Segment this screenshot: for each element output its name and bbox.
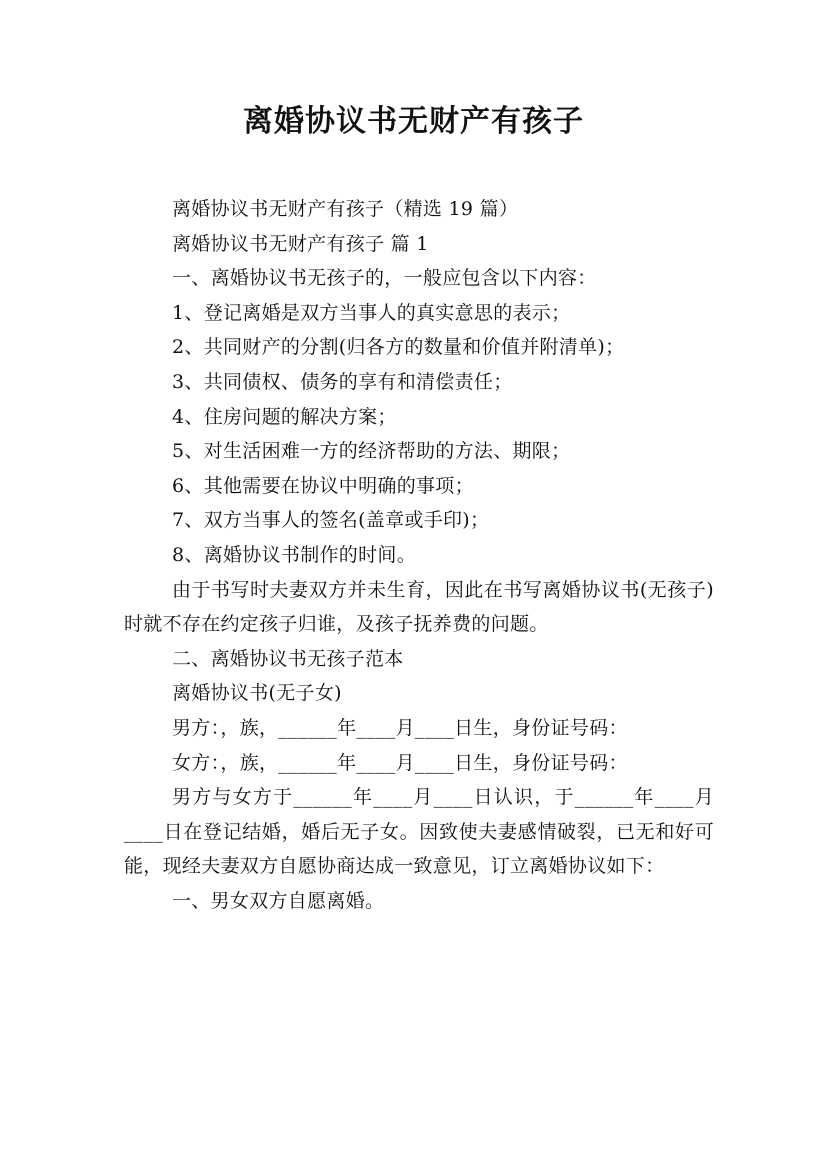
- section-heading: 离婚协议书无财产有孩子 篇 1: [172, 232, 429, 255]
- clause-line: 一、男女双方自愿离婚。: [172, 889, 385, 912]
- list-item: 3、共同债权、债务的享有和清偿责任；: [172, 370, 513, 393]
- list-item: 6、其他需要在协议中明确的事项；: [172, 474, 474, 497]
- list-item: 8、离婚协议书制作的时间。: [172, 543, 416, 566]
- paragraph: 男方与女方于______年____月____日认识，于______年____月____日在登记结婚，婚后无子女。因致使夫妻感情破裂，已无和好可能，现经夫妻双方自愿协商达成一致意见，订立离婚协议如下：: [124, 786, 714, 878]
- paragraph: 由于书写时夫妻双方并未生育，因此在书写离婚协议书(无孩子)时就不存在约定孩子归谁，及孩子抚养费的问题。: [124, 578, 714, 636]
- section-heading: 二、离婚协议书无孩子范本: [172, 647, 404, 670]
- subtitle-line: 离婚协议书无财产有孩子（精选 19 篇）: [172, 198, 519, 220]
- party-line-female: 女方：，族，______年____月____日生，身份证号码：: [172, 751, 628, 774]
- party-line-male: 男方：，族，______年____月____日生，身份证号码：: [172, 716, 628, 739]
- list-item: 4、住房问题的解决方案；: [172, 405, 397, 428]
- list-item: 2、共同财产的分割(归各方的数量和价值并附清单)；: [172, 336, 625, 359]
- agreement-title: 离婚协议书(无子女): [172, 682, 342, 705]
- list-item: 5、对生活困难一方的经济帮助的方法、期限；: [172, 440, 571, 463]
- list-item: 7、双方当事人的签名(盖章或手印)；: [172, 509, 490, 532]
- text-line: 一、离婚协议书无孩子的，一般应包含以下内容：: [172, 267, 597, 290]
- document-body: [124, 192, 714, 918]
- list-item: 1、登记离婚是双方当事人的真实意思的表示；: [172, 301, 571, 324]
- document-title: 离婚协议书无财产有孩子: [243, 104, 584, 139]
